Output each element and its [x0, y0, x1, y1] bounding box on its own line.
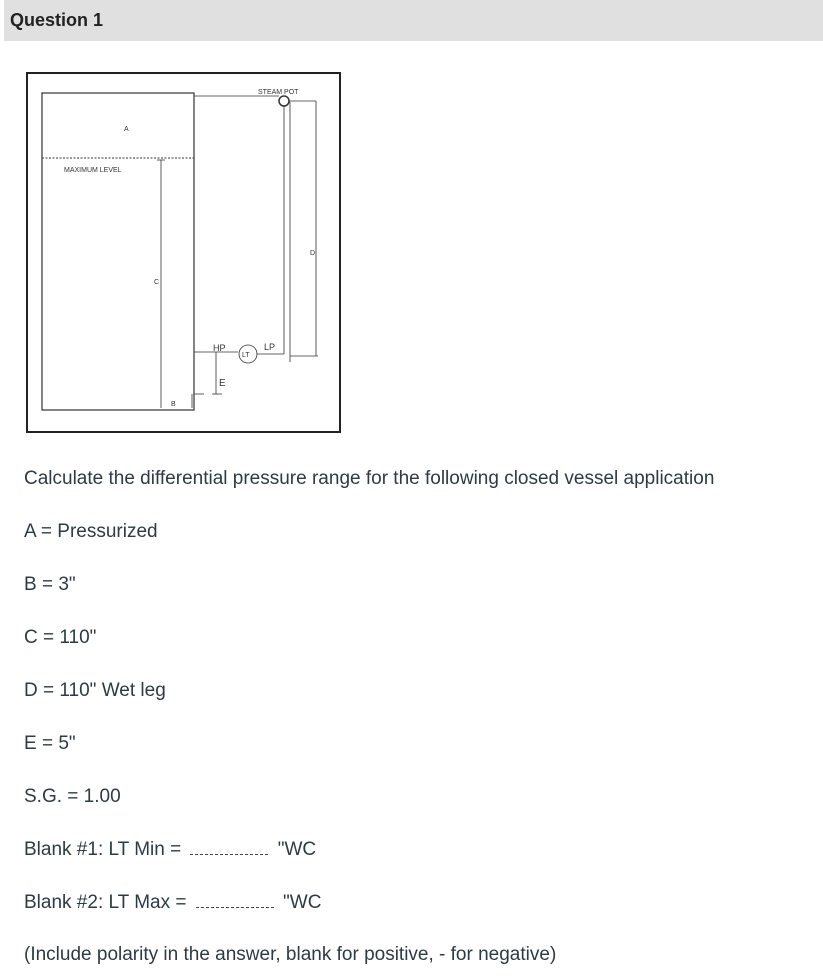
label-b: B [171, 401, 176, 408]
question-prompt: Calculate the differential pressure range for the following closed vessel application [24, 468, 715, 489]
blank-2-label: Blank #2: LT Max = [24, 892, 187, 913]
label-d: D [310, 250, 316, 257]
label-e: E [219, 378, 226, 389]
blank-1-row [24, 838, 316, 862]
label-lt: LT [242, 352, 250, 359]
given-b: B = 3" [24, 574, 76, 595]
blank-2-row [24, 891, 321, 915]
label-lp: LP [264, 342, 276, 352]
given-c: C = 110" [24, 627, 97, 648]
blank-1-label: Blank #1: LT Min = [24, 839, 182, 860]
vessel-diagram-svg [26, 72, 342, 434]
label-hp: HP [213, 343, 226, 353]
diagram-frame [27, 73, 340, 432]
blank-2-input[interactable] [196, 891, 274, 908]
blank-1-unit: "WC [277, 839, 317, 860]
steam-pot-icon [279, 96, 289, 106]
given-e: E = 5" [24, 733, 76, 754]
question-header [4, 0, 823, 41]
steam-pot-label: STEAM POT [258, 89, 299, 96]
given-d: D = 110" Wet leg [24, 680, 166, 701]
label-a: A [124, 126, 129, 133]
blank-2-unit: "WC [283, 892, 322, 913]
maximum-level-label: MAXIMUM LEVEL [64, 167, 122, 174]
question-title: Question 1 [10, 10, 104, 30]
given-sg: S.G. = 1.00 [24, 786, 121, 807]
blank-1-input[interactable] [190, 838, 268, 855]
polarity-note: (Include polarity in the answer, blank for positive, - for negative) [24, 944, 557, 965]
vessel-diagram [26, 72, 342, 434]
label-c: C [154, 279, 160, 286]
given-a: A = Pressurized [24, 521, 158, 542]
